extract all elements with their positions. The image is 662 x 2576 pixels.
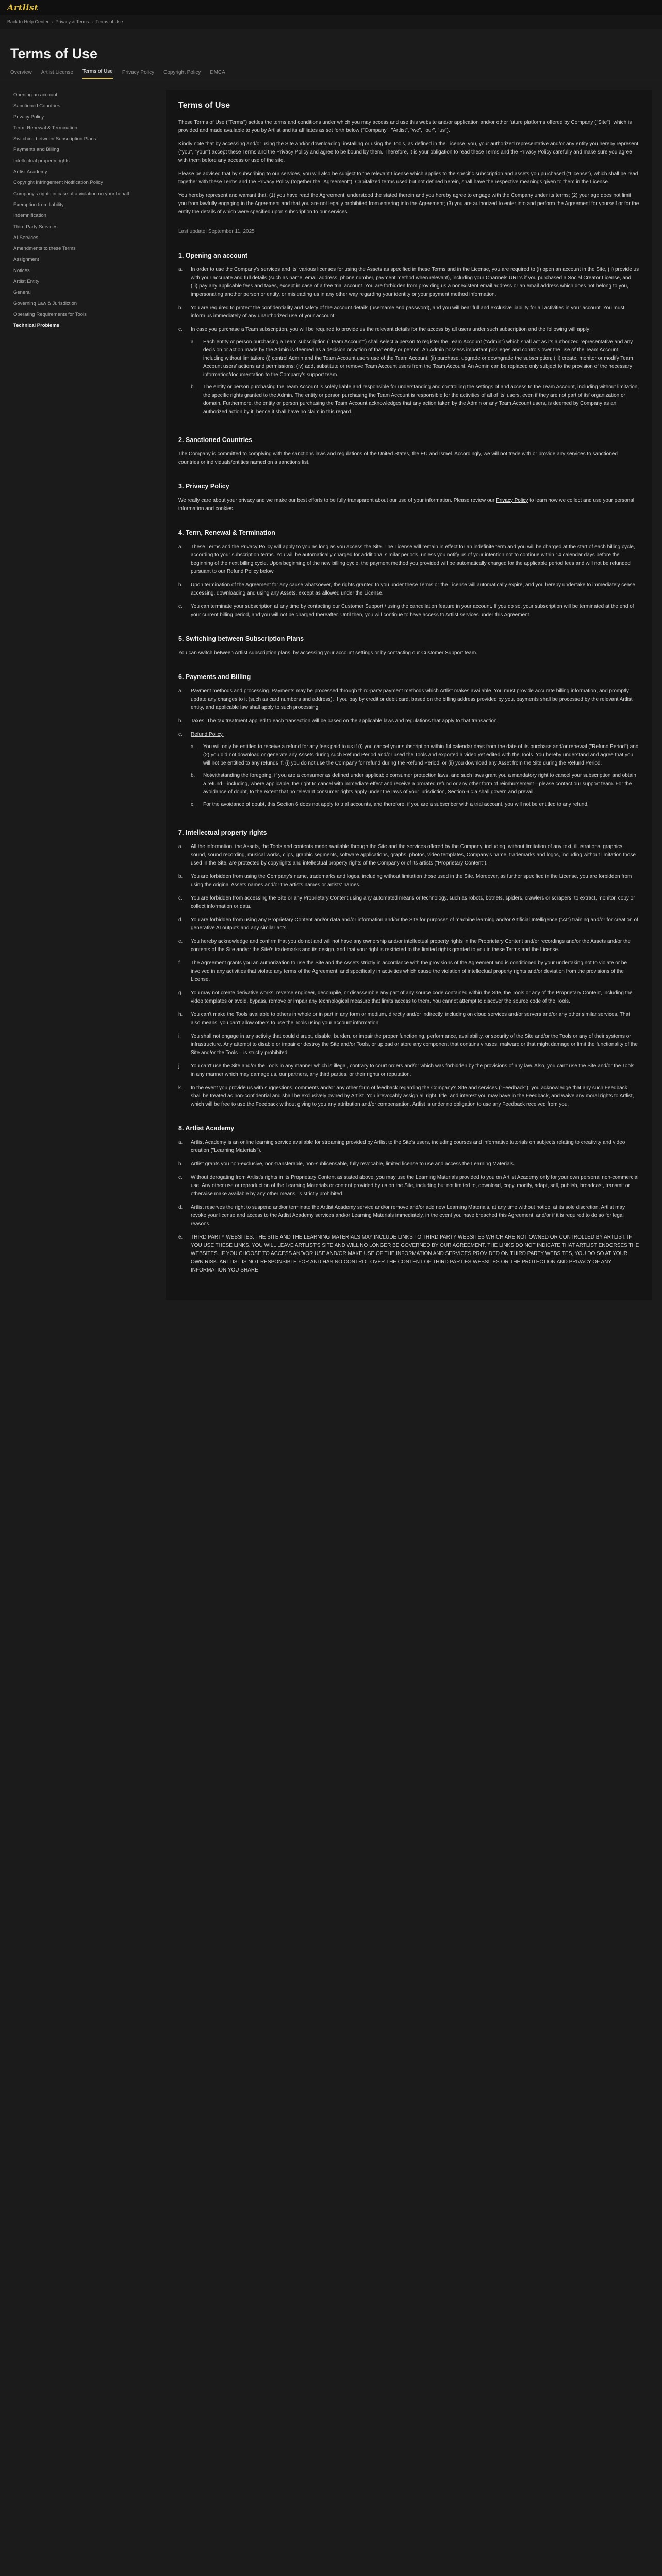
- clause-body: [191, 1011, 639, 1027]
- clause-rest: In case you purchase a Team subscription, you will be required to provide us the relevant details for the access by all users under such subscription and the following will apply:: [191, 326, 591, 332]
- clause-body: [191, 581, 639, 598]
- sub-clause: [191, 772, 639, 796]
- clause-rest: Artlist Academy is an online learning service available for streaming provided by Artlist to the Site's users, including courses and informative tutorials on subjects relating to creativity and video creation ("Learning Materials").: [191, 1139, 625, 1154]
- clause-body: [191, 989, 639, 1006]
- sidebar-item[interactable]: Operating Requirements for Tools: [13, 311, 87, 317]
- sub-clause: [191, 743, 639, 768]
- sidebar-item[interactable]: Company's rights in case of a violation on your behalf: [13, 191, 129, 197]
- clause-body: [191, 687, 639, 712]
- tab-terms-of-use[interactable]: Terms of Use: [82, 67, 113, 79]
- clause-rest: Without derogating from Artlist's rights in its Proprietary Content as stated above, you may use the Learning Materials provided to you on Artlist Academy only for your own personal non-commercial use. Any other use or reproduction of the Learning Materials or content provided by us on the Site, including but not limited to, download, copy, modify, adapt, sell, publish, broadcast, transmit or otherwise make available by any other means, is strictly prohibited.: [191, 1174, 639, 1197]
- intro-paragraph: Please be advised that by subscribing to our services, you will also be subject to the relevant License which applies to the specific subscription and assets you purchased ("License"), which shall be read together with these Terms and the Privacy Policy (together the "Agreement"). Capitalized terms used but not defined herein, shall have the respective meanings given to them in the License.: [178, 171, 638, 185]
- clause-marker: c.: [178, 731, 183, 737]
- clause-marker: i.: [178, 1033, 181, 1039]
- clause-body: [191, 1139, 639, 1155]
- sidebar-item[interactable]: Payments and Billing: [13, 147, 59, 153]
- tab-privacy-policy[interactable]: Privacy Policy: [122, 70, 155, 75]
- clause-body: [191, 304, 639, 320]
- clause-text: [191, 543, 639, 576]
- chevron-right-icon: ›: [51, 19, 53, 25]
- sidebar-item[interactable]: Sanctioned Countries: [13, 103, 60, 109]
- clause-marker: b.: [178, 304, 183, 311]
- sub-clause-text: Each entity or person purchasing a Team subscription ("Team Account") shall select a person to register the Team Account ("Admin") which shall act as its authorized representative and any decision or action made by the Admin is deemed as a decision or action of that entity or person. An Admin possess important privileges and controls over the use of the Team Account, including without limitation: (i) control Admin and the Team Account users use of the Team Account; (ii) purchase, upgrade or downgrade the subscription; (iii) create, monitor or modify Team Account users' actions and permissions; (iv) add, substitute or remove Team Account users from the Team Account. An Admin can be replaced only subject to the provision of the necessary information/documentation to the Company's support team.: [203, 338, 633, 378]
- clause-marker: a.: [178, 1139, 183, 1145]
- sub-clause-text: The entity or person purchasing the Team Account is solely liable and responsible for understanding and controlling the settings of and access to the Team Account, including without limitation, the specific rights granted to the Admin. The entity or person purchasing the Team Account is responsible for the activities of all of its' users, even if they are not part of its' organization or domain. Furthermore, the entity or person purchasing the Team Account acknowledges that any action taken by the Admin or any Team Account users, is deemed by Company as an authorized action by it, hence it shall have no claim in this regard.: [203, 384, 639, 415]
- clause-marker: e.: [178, 1234, 183, 1240]
- clause-rest: You can't make the Tools available to others in whole or in part in any form or medium, directly and/or indirectly, including on cloud services and/or servers and/or any other similar services. That also means, you can't allow others to use the Tools using your account information.: [191, 1011, 630, 1026]
- clause-lead: Payment methods and processing.: [191, 688, 270, 694]
- sub-clause: [191, 338, 639, 379]
- clause-rest: You hereby acknowledge and confirm that you do not and will not have any ownership and/or intellectual property rights in the Proprietary Content and/or recordings and/or the Assets and/or the contents of the Site and/or the Site's trademarks and its design, and that your right is restricted to the limited rights granted to you in these Terms and the License.: [191, 938, 631, 953]
- clause-body: [191, 1174, 639, 1198]
- clause-body: [191, 1233, 639, 1275]
- clause-text: [191, 326, 639, 334]
- policy-tabs: [0, 68, 662, 79]
- clause: [178, 873, 639, 889]
- clause-text: [191, 1160, 639, 1168]
- clause-rest: Upon termination of the Agreement for any cause whatsoever, the rights granted to you under these Terms or the License will automatically expire, and you hereby undertake to immediately cease accessing, downloading and using any Assets, except as allowed under the License.: [191, 582, 635, 596]
- privacy-policy-link[interactable]: Privacy Policy: [496, 497, 528, 503]
- clause-body: [191, 603, 639, 619]
- clause: [178, 1062, 639, 1079]
- section-heading: 5. Switching between Subscription Plans: [178, 635, 304, 642]
- sidebar-item[interactable]: Indemnification: [13, 213, 46, 219]
- sidebar-item[interactable]: Term, Renewal & Termination: [13, 125, 77, 131]
- tab-dmca[interactable]: DMCA: [210, 70, 225, 75]
- sidebar-item[interactable]: Exemption from liability: [13, 201, 64, 208]
- clause: [178, 326, 639, 420]
- clause-rest: You are forbidden from using any Proprietary Content and/or data and/or information and/or the Site for purposes of machine learning and/or Artificial Intelligence ("AI") training and/or for creation of generative AI outputs and any similar acts.: [191, 917, 638, 931]
- section-heading: 7. Intellectual property rights: [178, 828, 267, 836]
- clause: [178, 989, 639, 1006]
- clause-marker: c.: [178, 1174, 183, 1180]
- clause-body: [191, 1084, 639, 1109]
- clause-body: [191, 543, 639, 576]
- breadcrumb-current: Terms of Use: [95, 19, 123, 25]
- clause: [178, 1174, 639, 1198]
- clause-lead: Taxes.: [191, 718, 206, 724]
- clause: [178, 603, 639, 619]
- breadcrumb-privacy-terms[interactable]: Privacy & Terms: [55, 19, 89, 25]
- section-paragraph: We really care about your privacy and we make our best efforts to be fully transparent about our use of your information. Please review our Privacy Policy to learn how we collect and use your personal information and cookies.: [178, 497, 634, 512]
- clause: [178, 843, 639, 868]
- sidebar-item[interactable]: Governing Law & Jurisdiction: [13, 300, 77, 307]
- clause: [178, 1160, 639, 1168]
- sub-clause-text: Notwithstanding the foregoing, if you are a consumer as defined under applicable consumer protection laws, and such laws grant you a mandatory right to cancel your subscription and obtain a refund—including, where applicable, the right to cancel with immediate effect and receive a prorated refund or any other form of reimbursement—please contact our support team. For the avoidance of doubt, to the extent that no relevant consumer rights apply under the laws of your jurisdiction, Section 6.c.a shall govern and prevail.: [203, 772, 636, 795]
- clause-rest: Payments may be processed through third-party payment methods which Artlist makes available. You must provide accurate billing information, and promptly update any changes to it (such as card numbers and address). If you pay by credit or debit card, based on the billing address provided by you, payments shall be processed by the relevant Artlist entity, and applicable law shall apply to such processing.: [191, 688, 633, 710]
- clause: [178, 1084, 639, 1109]
- sidebar-item[interactable]: Intellectual property rights: [13, 158, 70, 164]
- clause-body: [191, 916, 639, 933]
- sub-clause: [191, 801, 639, 809]
- clause-rest: You can't use the Site and/or the Tools in any manner which is illegal, contrary to court orders and/or which was forbidden by the provisions of any law. Also, you can't use the Site and/or the Tools in any manner which may damage us, our partners, any third parties, or their rights or reputation.: [191, 1063, 635, 1077]
- terms-content: [166, 90, 652, 1300]
- section-heading: 2. Sanctioned Countries: [178, 436, 253, 444]
- clause: [178, 1204, 639, 1228]
- clause-marker: d.: [178, 1204, 183, 1210]
- clause-rest: The tax treatment applied to each transaction will be based on the applicable laws and regulations that apply to that transaction.: [205, 718, 499, 724]
- clause: [178, 687, 639, 712]
- sidebar-item[interactable]: Privacy Policy: [13, 114, 44, 120]
- sidebar-item[interactable]: Assignment: [13, 257, 39, 263]
- clause-text: [191, 1233, 639, 1275]
- clause-rest: THIRD PARTY WEBSITES. THE SITE AND THE LEARNING MATERIALS MAY INCLUDE LINKS TO THIRD PARTY WEBSITES WHICH ARE NOT OWNED OR CONTROLLED BY ARTLIST. IF YOU USE THESE LINKS, YOU WILL LEAVE ARTLIST'S SITE AND WILL NO LONGER BE GOVERNED BY OUR AGREEMENT. THE LINKS DO NOT INDICATE THAT ARTLIST ENDORSES THE WEBSITES. IF YOU CHOOSE TO ACCESS AND/OR USE AND/OR MAKE USE OF THE INFORMATION AND SERVICES PROVIDED ON THIRD PARTY WEBSITES, YOU DO SO AT YOUR OWN RISK. ARTLIST IS NOT RESPONSIBLE FOR AND HAS NO CONTROL OVER THE CONTENT OF THIRD PARTIES WEBSITES OR THE PROTECTION AND PRIVACY OF ANY INFORMATION YOU SHARE: [191, 1234, 639, 1273]
- clause-rest: You are forbidden from using the Company's name, trademarks and logos, including without limitation those used in the Site. Moreover, as further specified in the License, you are forbidden from using the original Assets names and/or the artists names or artists' names.: [191, 873, 632, 888]
- table-of-contents: [7, 90, 156, 1300]
- clause-marker: b.: [178, 582, 183, 588]
- intro-paragraph: Kindly note that by accessing and/or using the Site and/or downloading, installing or using the Tools, as defined in the License, you, your authorized representative and/or any entity you hereby represent ("you", "your") accept these Terms and the Privacy Policy and agree to be bound by them. Therefore, it is your obligation to read these Terms and the Privacy Policy carefully and make sure you agree with them before any access or use of the site.: [178, 141, 639, 163]
- section-heading: 3. Privacy Policy: [178, 482, 229, 490]
- clause-marker: j.: [178, 1063, 181, 1069]
- clause-rest: You may not create derivative works, reverse engineer, decompile, or disassemble any part of any source code contained within the Site, the Tools or any of the Proprietary Content, including the video templates or avoid, bypass, remove or impair any technological measure that limits access to them. You cannot attempt to discover the source code of the Tools.: [191, 990, 633, 1004]
- clause-rest: Artlist reserves the right to suspend and/or terminate the Artlist Academy service and/or remove and/or add new Learning Materials, at any time without notice, at its sole discretion. Artlist may revoke your license and access to the Artlist Academy services and/or Learning Materials immediately, in the event you have breached this Agreement, and/or if it is required to do so for legal reasons.: [191, 1204, 625, 1227]
- sidebar-item[interactable]: Notices: [13, 267, 30, 274]
- clause-text: [191, 1084, 639, 1109]
- clause-body: [191, 938, 639, 954]
- breadcrumb: [0, 15, 662, 29]
- clause-body: [191, 873, 639, 889]
- clause-text: [191, 916, 639, 933]
- clause-rest: In order to use the Company's services and its' various licenses for using the Assets as specified in these Terms and in the License, you are required to (i) open an account in the Site, (ii) provide us with your accurate and full details (such as name, email address, phone number, payment method when relevant), including your Channels URL's if you purchased a Social Creator License, and (iii) pay any applicable fees and taxes, except in case of a free trial account. You are forbidden from providing us a nonexistent email address or an email address which does not belong to you, impersonating another person or entity, or misleading us in any other way regarding your identity or your payment method information.: [191, 266, 639, 297]
- clause-text: [191, 717, 639, 725]
- clause-body: [191, 1160, 639, 1168]
- clause-marker: c.: [178, 895, 183, 901]
- sidebar-item[interactable]: Opening an account: [13, 92, 58, 98]
- clause-text: [191, 873, 639, 889]
- sidebar-item[interactable]: Artlist Academy: [13, 169, 47, 175]
- tab-overview[interactable]: Overview: [10, 70, 32, 75]
- sub-clause-marker: a.: [191, 338, 195, 345]
- sidebar-item[interactable]: General: [13, 290, 31, 296]
- clause-rest: Artlist grants you non-exclusive, non-transferable, non-sublicensable, fully revocable, limited license to use and access the Learning Materials.: [191, 1161, 515, 1167]
- clause: [178, 581, 639, 598]
- tab-copyright-policy[interactable]: Copyright Policy: [163, 70, 201, 75]
- sidebar-item[interactable]: Technical Problems: [13, 323, 60, 329]
- clause: [178, 266, 639, 299]
- clause-rest: You are forbidden from accessing the Site or any Proprietary Content using any automated means or technology, such as robots, botnets, spiders, crawlers or scrapers, to extract, monitor, copy or collect information or data.: [191, 895, 635, 909]
- clause-marker: e.: [178, 938, 183, 944]
- clause-rest: All the information, the Assets, the Tools and contents made available through the Site and the services offered by the Company, including, without limitation of any text, illustrations, graphics, sound, sound recording, musical works, clips, graphic segments, software applications, graphs, photos, video templates, Company's name, trademarks and logos, including without limitation those used in the Site, are protected by copyrights and intellectual property rights of the Company or of its artists ("Proprietary Content").: [191, 843, 636, 866]
- clause: [178, 731, 639, 813]
- sub-clause-marker: b.: [191, 384, 195, 390]
- clause: [178, 543, 639, 576]
- clause-rest: You can terminate your subscription at any time by contacting our Customer Support / using the cancellation feature in your account. If you do so, your subscription will be terminated at the end of your current billing period, and you will not be charged thereafter. Until then, you will continue to have access to Artlist services under this Agreement.: [191, 603, 634, 618]
- clause-text: [191, 687, 639, 712]
- clause-text: [191, 304, 639, 320]
- section-heading: 4. Term, Renewal & Termination: [178, 529, 275, 536]
- clause-rest: The Agreement grants you an authorization to use the Site and the Assets strictly in accordance with the provisions of the Agreement and is conditioned by your undertaking not to violate or be involved in any activities that violate any terms of the Agreement, and specifically in activities which cause the violation of intellectual property rights and/or deviation from the provisions of the License.: [191, 960, 627, 982]
- clause-text: [191, 1204, 639, 1228]
- clause-marker: a.: [178, 266, 183, 273]
- clause-text: [191, 938, 639, 954]
- top-nav-bar: [0, 0, 662, 15]
- clause-marker: c.: [178, 603, 183, 609]
- section-paragraph: You can switch between Artlist subscription plans, by accessing your account settings or by contacting our Customer Support team.: [178, 650, 477, 656]
- clause-text: [191, 1011, 639, 1027]
- sub-clause: [191, 383, 639, 416]
- sub-clause-text: For the avoidance of doubt, this Section 6 does not apply to trial accounts, and therefore, if you are a subscriber with a trial account, you will not be entitled to any refund.: [203, 801, 589, 807]
- intro-paragraph: These Terms of Use ("Terms") settles the terms and conditions under which you may access and use this website and/or application and/or other future platforms offered by Company ("Site"), which is provided and made available to you by Artlist and its affiliates as set forth below ("Company", "Artlist", "we", "our", "us").: [178, 119, 632, 133]
- clause: [178, 938, 639, 954]
- clause: [178, 1011, 639, 1027]
- clause-text: [191, 1062, 639, 1079]
- breadcrumb-help-center[interactable]: Back to Help Center: [7, 19, 49, 25]
- clause: [178, 717, 639, 725]
- clause-marker: h.: [178, 1011, 183, 1018]
- terms-sections: [178, 250, 639, 1275]
- clause-text: [191, 894, 639, 911]
- chevron-right-icon: ›: [91, 19, 93, 25]
- clause-body: [191, 1062, 639, 1079]
- clause-body: [191, 1204, 639, 1228]
- clause-marker: b.: [178, 718, 183, 724]
- clause-marker: a.: [178, 688, 183, 694]
- clause-body: [191, 1032, 639, 1057]
- clause-marker: k.: [178, 1084, 183, 1091]
- clause-body: [191, 894, 639, 911]
- sidebar-item[interactable]: Copyright Infringement Notification Policy: [13, 180, 103, 186]
- section-paragraph: The Company is committed to complying with the sanctions laws and regulations of the United States, the EU and Israel. Accordingly, we will not trade with or provide any services to sanctioned countries or individuals/entities named on a sanctions list.: [178, 451, 618, 465]
- clause-text: [191, 843, 639, 868]
- sidebar-item[interactable]: Third Party Services: [13, 224, 58, 230]
- clause: [178, 304, 639, 320]
- sub-clause-marker: b.: [191, 772, 195, 778]
- section-heading: 8. Artlist Academy: [178, 1124, 235, 1132]
- content-title: Terms of Use: [178, 101, 230, 110]
- clause-rest: You are required to protect the confidentiality and safety of the account details (username and password), and you will bear full and exclusive liability for all activities in your account. You must inform us immediately of any unauthorized use of your account.: [191, 304, 625, 319]
- clause-marker: f.: [178, 960, 181, 966]
- clause-text: [191, 603, 639, 619]
- clause-body: [191, 843, 639, 868]
- clause-marker: b.: [178, 873, 183, 879]
- clause-text: [191, 581, 639, 598]
- section-heading: 1. Opening an account: [178, 251, 248, 259]
- clause-text: [191, 959, 639, 984]
- clause: [178, 1233, 639, 1275]
- clause: [178, 1032, 639, 1057]
- clause-marker: a.: [178, 843, 183, 850]
- clause-marker: a.: [178, 544, 183, 550]
- clause-marker: c.: [178, 326, 183, 332]
- intro-paragraph: You hereby represent and warrant that: (1) you have read the Agreement, understood the stated therein and you hereby agree to engage with the Company under its terms; (2) your age does not limit you from lawfully engaging in the Agreement and that you are not legally prohibited from entering into the Agreement; (3) you are authorized to enter into and perform the Agreement for yourself or for the entity the details of which were specified upon subscription to our services.: [178, 192, 639, 215]
- section-heading: 6. Payments and Billing: [178, 673, 251, 681]
- clause: [178, 1139, 639, 1155]
- clause: [178, 916, 639, 933]
- last-update: Last update: September 11, 2025: [178, 228, 255, 234]
- clause-lead: Refund Policy.: [191, 731, 224, 737]
- clause-text: [191, 1139, 639, 1155]
- tab-artlist-license[interactable]: Artlist License: [41, 70, 73, 75]
- clause-rest: In the event you provide us with suggestions, comments and/or any other form of feedback regarding the Company's Site and services ("Feedback"), you acknowledge that any such Feedback shall be treated as non-confidential and shall be exclusively owned by Artlist. You irrevocably assign all right, title, and interest you may have in the Feedback, and waive any moral rights to Artlist, which will be free to use the Feedback without giving to you any attribution and/or compensation. Artlist is under no obligation to use any Feedback received from you.: [191, 1084, 634, 1107]
- clause-body: [191, 266, 639, 299]
- sub-clause-text: You will only be entitled to receive a refund for any fees paid to us if (i) you cancel your subscription within 14 calendar days from the date of its purchase and/or renewal ("Refund Period") and (2) you did not download or generate any Assets during such Refund Period and/or used the Tools and exported a video yet edited with the Tools. You hereby understand and agree that you will not be entitled to any refunds if: (i) you do not use the Company for refund during the Refund Period; or (ii) you download any Asset from the Site during the Refund Period.: [203, 743, 639, 766]
- sidebar-item[interactable]: AI Services: [13, 234, 39, 241]
- artlist-logo[interactable]: Artlist: [7, 2, 39, 12]
- clause-text: [191, 1032, 639, 1057]
- clause-rest: You shall not engage in any activity that could disrupt, disable, burden, or impair the proper functioning, performance, availability, or security of the Site and/or the Tools or any of their systems or infrastructure. Any attempt to disable or impair or destroy the Site and/or Tools, or upload or store any component that contains viruses, malware or that might damage or limit the functionality of the Site and/or the Tools – is strictly prohibited.: [191, 1033, 638, 1056]
- sidebar-item[interactable]: Artlist Entity: [13, 279, 40, 285]
- clause-body: [191, 717, 639, 725]
- page-title: Terms of Use: [10, 46, 98, 61]
- clause-text: [191, 989, 639, 1006]
- sub-clause-marker: c.: [191, 801, 195, 807]
- clause-body: [191, 959, 639, 984]
- clause-body: [191, 731, 639, 813]
- clause: [178, 959, 639, 984]
- clause-marker: d.: [178, 917, 183, 923]
- sidebar-item[interactable]: Amendments to these Terms: [13, 246, 76, 252]
- clause-text: [191, 1174, 639, 1198]
- clause-body: [191, 326, 639, 420]
- clause-marker: b.: [178, 1161, 183, 1167]
- clause-text: [191, 731, 639, 739]
- clause: [178, 894, 639, 911]
- clause-text: [191, 266, 639, 299]
- clause-rest: These Terms and the Privacy Policy will apply to you as long as you access the Site. The License will remain in effect for an indefinite term and you will be charged at the start of each billing cycle, according to your subscription terms. You will be automatically charged for additional similar periods, unless you notify us of your intention not to continue within 14 calendar days before the beginning of the next billing cycle. Upon beginning of the new billing cycle, the payment method you provided will be automatically charged for the applicable period fees and will not be refunded pursuant to our Refund Policy below.: [191, 544, 635, 574]
- sub-clause-marker: a.: [191, 743, 195, 750]
- clause-marker: g.: [178, 990, 183, 996]
- sidebar-item[interactable]: Switching between Subscription Plans: [13, 136, 96, 142]
